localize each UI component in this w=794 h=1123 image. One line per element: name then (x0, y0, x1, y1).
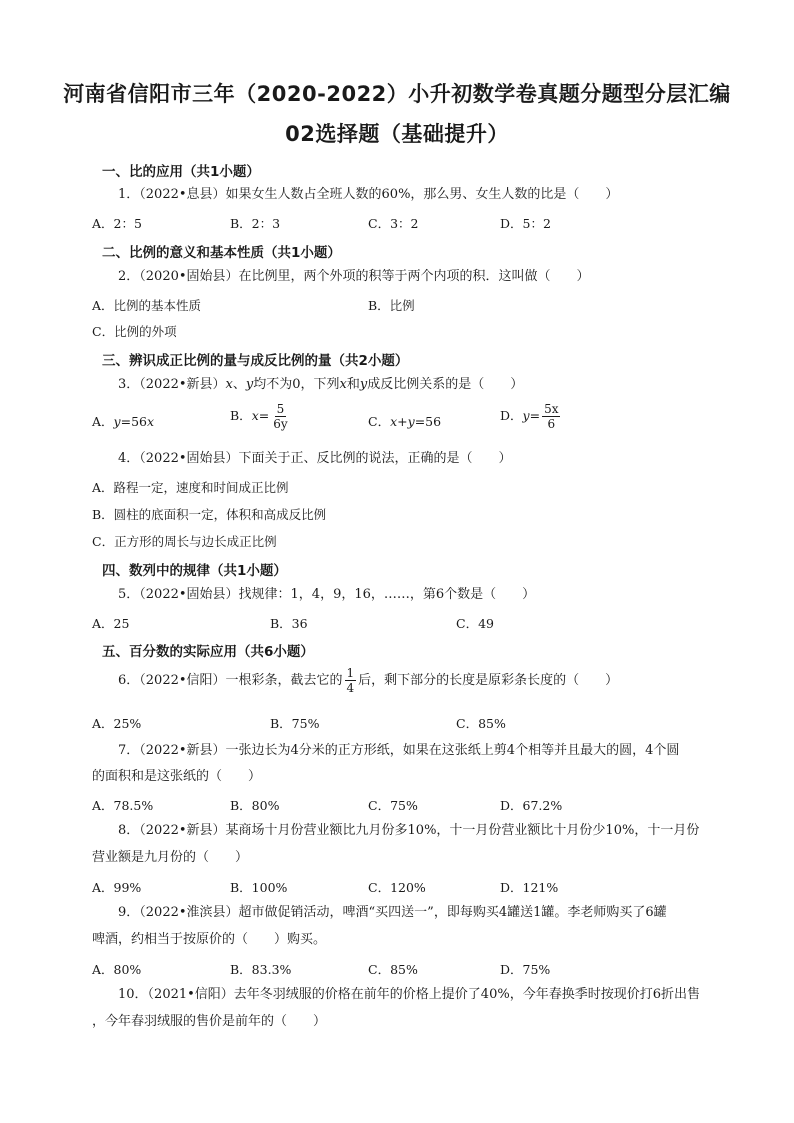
fraction-denominator: 4 (346, 681, 355, 695)
q3-option-d (500, 402, 562, 431)
q3-text: 和 (346, 377, 360, 392)
q6-option-a: A．25% (92, 716, 142, 731)
q2-option-c: C．比例的外项 (92, 324, 177, 339)
q1-option-d: D．5：2 (500, 216, 551, 231)
fraction-numerator: 5 (276, 402, 285, 416)
q6-text: 后，剩下部分的长度是原彩条长度的（ ） (358, 673, 619, 688)
fraction-denominator: 6y (273, 417, 288, 431)
q3-text: 均不为0，下列 (253, 377, 340, 392)
q6-option-b: B．75% (270, 716, 320, 731)
q6-text: 6．（2022•信阳）一根彩条，截去它的 (118, 673, 343, 688)
q1-option-b: B．2：3 (230, 216, 281, 231)
q3-prefix: 3．（2022•新县） (118, 377, 226, 392)
question-5: 5．（2022•固始县）找规律：1，4，9，16，……，第6个数是（ ） (118, 587, 536, 602)
q3-opt-eq: =56 (414, 414, 442, 429)
q6-option-c: C．85% (456, 716, 506, 731)
section-heading: 四、数列中的规律（共1小题） (102, 563, 287, 579)
question-2: 2．（2020•固始县）在比例里，两个外项的积等于两个内项的积．这叫做（ ） (118, 269, 590, 284)
q8-option-a: A．99% (92, 880, 142, 895)
q3-opt-expr: =56 (120, 414, 147, 429)
question-3 (118, 376, 523, 394)
q9-option-b: B．83.3% (230, 962, 292, 977)
q7-option-a: A．78.5% (92, 798, 154, 813)
fraction (542, 402, 560, 431)
q1-option-a: A．2：5 (92, 216, 142, 231)
q9-option-d: D．75% (500, 962, 551, 977)
q3-sep: 、 (232, 377, 246, 392)
var-x: x (390, 414, 398, 429)
q3-opt-label: C． (368, 414, 391, 429)
question-8-line2: 营业额是九月份的（ ） (92, 850, 249, 865)
section-heading: 五、百分数的实际应用（共6小题） (102, 644, 314, 660)
var-x: x (146, 414, 155, 429)
q3-option-a (92, 412, 154, 430)
question-7-line1: 7．（2022•新县）一张边长为4分米的正方形纸，如果在这张纸上剪4个相等并且最大的圆，4个圆 (118, 743, 680, 758)
q3-opt-eq: = (529, 408, 541, 423)
var-x: x (225, 377, 233, 392)
q4-option-b: B．圆柱的底面积一定，体积和高成反比例 (92, 507, 327, 522)
question-1: 1．（2022•息县）如果女生人数占全班人数的60%，那么男、女生人数的比是（ ） (118, 187, 619, 202)
q8-option-d: D．121% (500, 880, 559, 895)
q5-option-a: A．25 (92, 616, 130, 631)
q2-option-a: A．比例的基本性质 (92, 298, 202, 313)
q3-opt-label: D． (500, 408, 523, 423)
section-heading: 二、比例的意义和基本性质（共1小题） (102, 245, 341, 261)
fraction (345, 666, 357, 695)
question-6 (118, 666, 618, 695)
var-y: y (359, 377, 368, 392)
q5-option-c: C．49 (456, 616, 494, 631)
section-heading: 三、辨识成正比例的量与成反比例的量（共2小题） (102, 353, 409, 369)
doc-title-line1: 河南省信阳市三年（2020-2022）小升初数学卷真题分题型分层汇编 (63, 82, 731, 106)
q3-opt-plus: + (397, 414, 408, 429)
q4-option-c: C．正方形的周长与边长成正比例 (92, 534, 277, 549)
q7-option-d: D．67.2% (500, 798, 563, 813)
q3-text: 成反比例关系的是（ ） (367, 377, 524, 392)
q7-option-c: C．75% (368, 798, 418, 813)
question-4: 4．（2022•固始县）下面关于正、反比例的说法，正确的是（ ） (118, 451, 512, 466)
var-x: x (339, 377, 347, 392)
var-x: x (251, 408, 259, 423)
q4-option-a: A．路程一定，速度和时间成正比例 (92, 480, 289, 495)
var-y: y (113, 414, 121, 429)
q5-option-b: B．36 (270, 616, 308, 631)
fraction-numerator: 1 (346, 666, 355, 680)
q9-option-c: C．85% (368, 962, 418, 977)
q1-option-c: C．3：2 (368, 216, 419, 231)
q7-option-b: B．80% (230, 798, 280, 813)
question-7-line2: 的面积和是这张纸的（ ） (92, 769, 262, 784)
q3-opt-label: B． (230, 408, 252, 423)
question-8-line1: 8．（2022•新县）某商场十月份营业额比九月份多10%，十一月份营业额比十月份少10%，十一月份 (118, 823, 700, 838)
fraction-denominator: 6 (547, 417, 556, 431)
doc-title-line2: 02选择题（基础提升） (285, 122, 509, 146)
question-10-line1: 10．（2021•信阳）去年冬羽绒服的价格在前年的价格上提价了40%，今年春换季时按现价打6折出售 (118, 987, 700, 1002)
q3-opt-eq: = (258, 408, 270, 423)
q3-option-b (230, 402, 292, 431)
var-y: y (407, 414, 415, 429)
q3-opt-label: A． (92, 414, 114, 429)
fraction (271, 402, 289, 431)
var-y: y (245, 377, 254, 392)
section-heading: 一、比的应用（共1小题） (102, 164, 260, 180)
fraction-numerator: 5x (544, 402, 559, 416)
q8-option-c: C．120% (368, 880, 426, 895)
q8-option-b: B．100% (230, 880, 288, 895)
question-10-line2: ，今年春羽绒服的售价是前年的（ ） (92, 1014, 327, 1029)
question-9-line2: 啤酒，约相当于按原价的（ ）购买。 (92, 932, 327, 947)
q3-option-c (368, 412, 441, 430)
q2-option-b: B．比例 (368, 298, 415, 313)
question-9-line1: 9．（2022•淮滨县）超市做促销活动，啤酒“买四送一”，即每购买4罐送1罐。李老师购买了6罐 (118, 905, 667, 920)
q9-option-a: A．80% (92, 962, 142, 977)
var-y: y (522, 408, 530, 423)
